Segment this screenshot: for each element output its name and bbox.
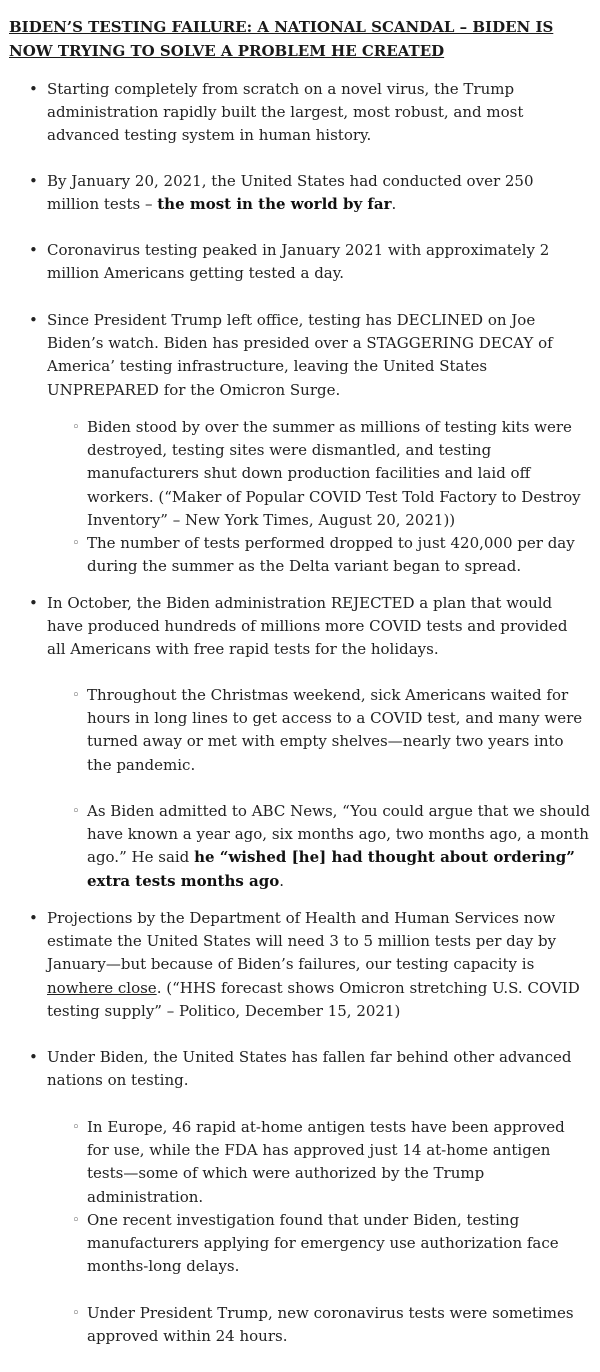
sub-bullet-circle-icon: ◦	[72, 1306, 80, 1321]
sub-bullet-text: Biden stood by over the summer as millions of testing kits were destroyed, testing sites were dismantled, and testing manufacturers shut down production facilities and laid off workers. (“Maker of Popular COVID Test Told Factory to Destroy Inventory” – New York Times, August 20, 2021))	[87, 418, 581, 529]
bullet-text-end: .	[391, 195, 397, 214]
sub-bullet-item	[72, 532, 587, 578]
bullet-text: Since President Trump left office, testing has DECLINED on Joe Biden’s watch. Biden has presided over a STAGGERING DECAY of America’ testing infrastructure, leaving the United States UNPREPARED for the Omicron Surge.	[47, 311, 553, 399]
sub-bullet-circle-icon: ◦	[72, 420, 80, 435]
sub-bullet-text-end: .	[279, 871, 285, 890]
sub-bullet-circle-icon: ◦	[72, 688, 80, 703]
bullet-text: Projections by the Department of Health and Human Services now estimate the United States will need 3 to 5 million tests per day by January—but because of Biden’s failures, our testing capacity is	[47, 909, 557, 974]
bullet-text: In October, the Biden administration REJECTED a plan that would have produced hundreds of millions more COVID tests and provided all Americans with free rapid tests for the holidays.	[47, 594, 568, 659]
bullet-bold-text: the most in the world by far	[157, 195, 392, 214]
bullet-dot-icon: •	[29, 80, 38, 98]
bullet-dot-icon: •	[29, 311, 38, 329]
sub-bullet-text: The number of tests performed dropped to just 420,000 per day during the summer as the Delta variant began to spread.	[87, 534, 575, 576]
bullet-item	[29, 592, 587, 662]
sub-bullet-circle-icon: ◦	[72, 536, 80, 551]
sub-bullet-circle-icon: ◦	[72, 1120, 80, 1135]
sub-bullet-item	[72, 1116, 587, 1209]
bullet-text: Coronavirus testing peaked in January 2021 with approximately 2 million Americans getting tested a day.	[47, 241, 550, 283]
sub-bullet-text: In Europe, 46 rapid at-home antigen tests have been approved for use, while the FDA has approved just 14 at-home antigen tests—some of which were authorized by the Trump administration.	[87, 1118, 565, 1206]
bullet-item	[29, 239, 587, 285]
bullet-dot-icon: •	[29, 909, 38, 927]
bullet-text-end: . (“HHS forecast shows Omicron stretching U.S. COVID testing supply” – Politico, December 15, 2021)	[47, 978, 580, 1020]
nowhere-close-link[interactable]: nowhere close	[47, 978, 157, 997]
bullet-text: Under Biden, the United States has fallen far behind other advanced nations on testing.	[47, 1048, 572, 1090]
bullet-dot-icon: •	[29, 1048, 38, 1066]
sub-bullet-text: Under President Trump, new coronavirus tests were sometimes approved within 24 hours.	[87, 1304, 574, 1346]
sub-bullet-item	[72, 1209, 587, 1279]
bullet-item	[29, 1046, 587, 1092]
sub-bullet-item	[72, 800, 592, 893]
sub-bullet-text: Throughout the Christmas weekend, sick Americans waited for hours in long lines to get access to a COVID test, and many were turned away or met with empty shelves—nearly two years into the pandemic.	[87, 686, 583, 774]
sub-bullet-circle-icon: ◦	[72, 804, 80, 819]
bullet-text: By January 20, 2021, the United States had conducted over 250 million tests –	[47, 172, 534, 214]
sub-bullet-text: One recent investigation found that under Biden, testing manufacturers applying for emergency use authorization face months-long delays.	[87, 1211, 559, 1276]
sub-bullet-circle-icon: ◦	[72, 1213, 80, 1228]
sub-bullet-text: As Biden admitted to ABC News, “You could argue that we should have known a year ago, six months ago, two months ago, a month ago.” He said	[87, 802, 590, 867]
bullet-item	[29, 907, 587, 1023]
bullet-dot-icon: •	[29, 241, 38, 259]
document-title: BIDEN’S TESTING FAILURE: A NATIONAL SCANDAL – BIDEN IS NOW TRYING TO SOLVE A PROBLEM HE CREATED	[9, 18, 554, 60]
sub-bullet-item	[72, 684, 587, 777]
bullet-dot-icon: •	[29, 594, 38, 612]
bullet-item	[29, 170, 587, 216]
bullet-item	[29, 78, 587, 148]
sub-bullet-item	[72, 1302, 587, 1348]
bullet-item	[29, 309, 587, 402]
bullet-text: Starting completely from scratch on a novel virus, the Trump administration rapidly built the largest, most robust, and most advanced testing system in human history.	[47, 80, 524, 145]
sub-bullet-item	[72, 416, 587, 532]
bullet-dot-icon: •	[29, 172, 38, 190]
sub-bullet-bold-text: he “wished [he] had thought about ordering” extra tests months ago	[87, 848, 575, 890]
